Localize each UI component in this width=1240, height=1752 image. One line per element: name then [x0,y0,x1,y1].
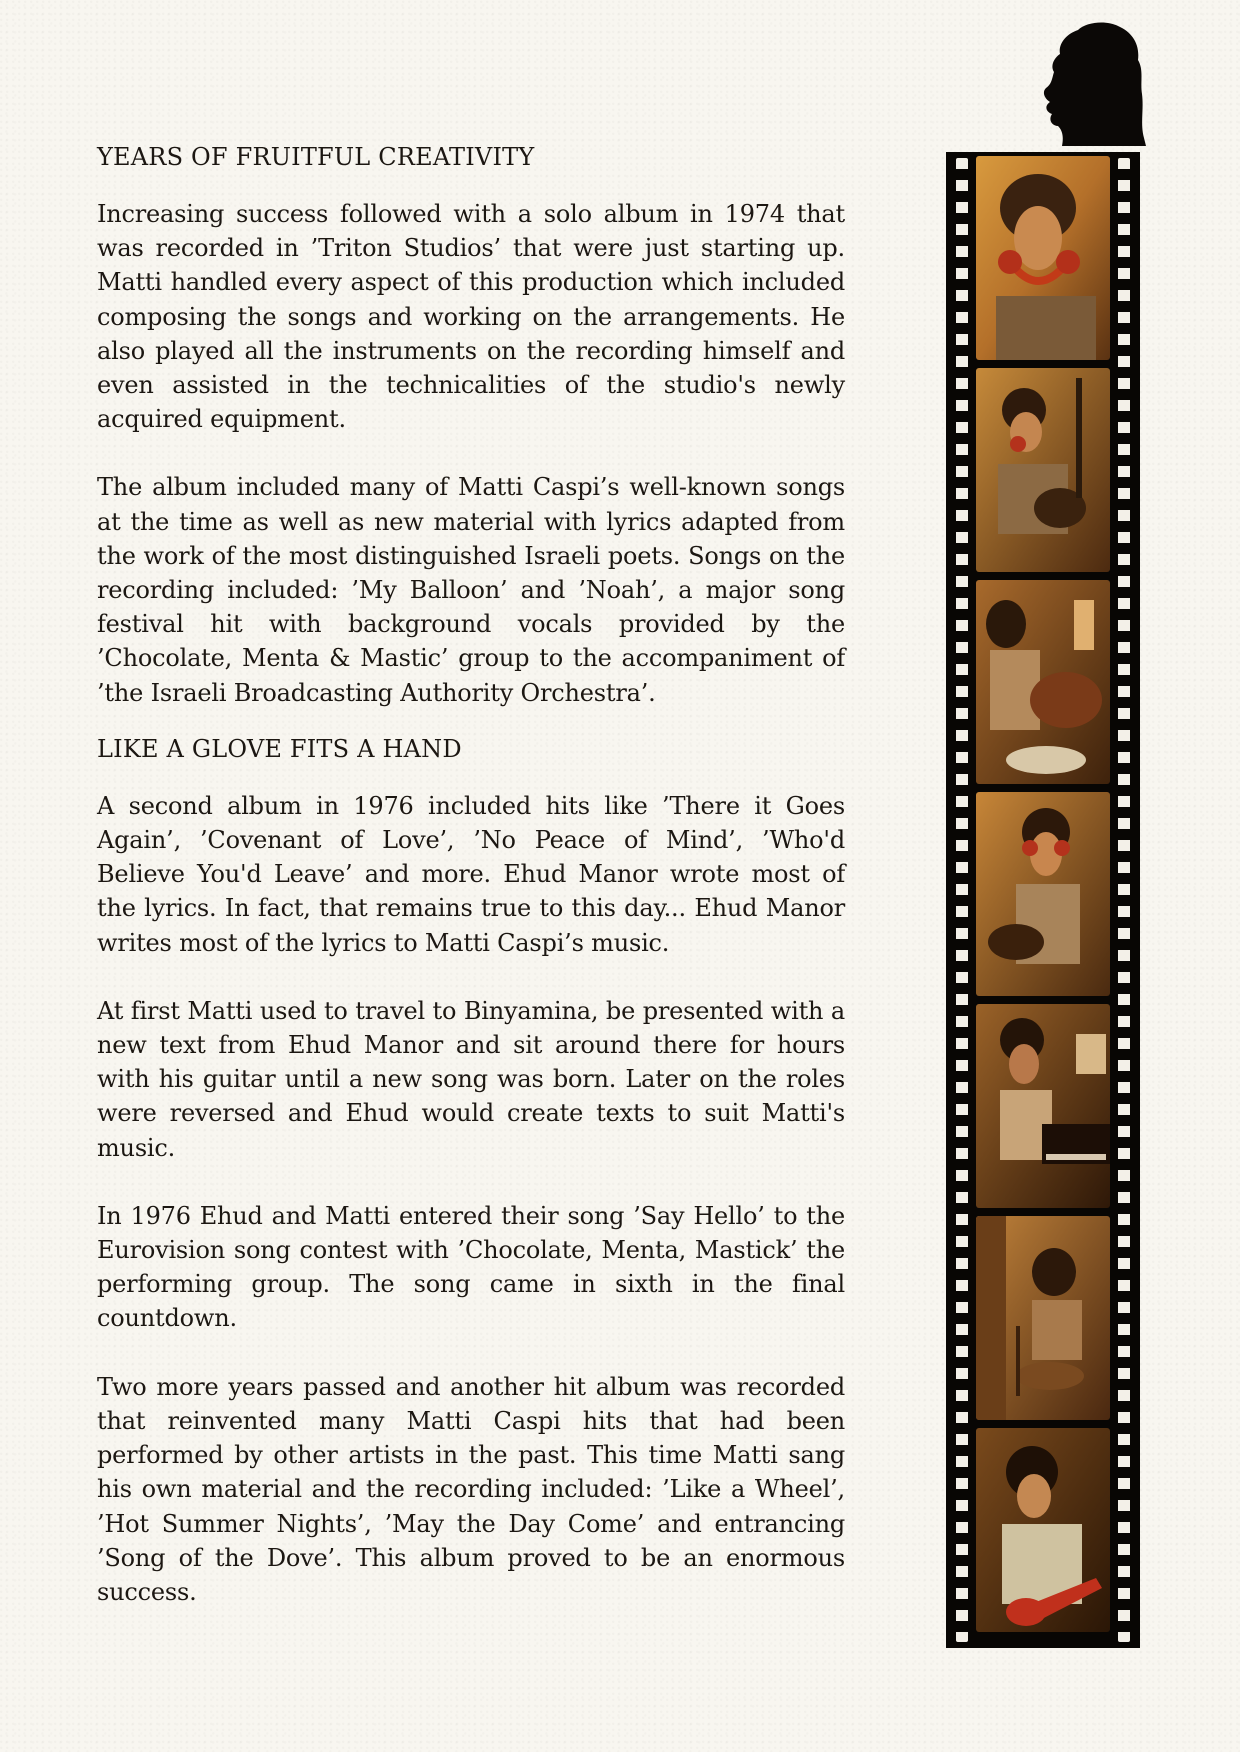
photo-frame-piano [976,1004,1110,1208]
section-heading-creativity: YEARS OF FRUITFUL CREATIVITY [97,143,535,171]
article-body [97,140,845,1643]
section-heading-glove: LIKE A GLOVE FITS A HAND [97,734,462,763]
film-frames [976,152,1110,1648]
paragraph-binyamina: At first Matti used to travel to Binyamina, be presented with a new text from Ehud Manor and sit around there for hours with his guitar until a new song was born. Later on the roles were reversed and Ehud would create texts to suit Matti's music. [97,996,845,1162]
photo-frame-drummer [976,1216,1110,1420]
photo-frame-headphones-guitar [976,792,1110,996]
film-strip [946,152,1140,1648]
photo-frame-guitar-studio [976,368,1110,572]
paragraph-second-album: A second album in 1976 included hits like ’There it Goes Again’, ’Covenant of Love’, ’No Peace of Mind’, ’Who'd Believe You'd Leave’ and more. Ehud Manor wrote most of the lyrics. In fact, that remains true to this day... Ehud Manor writes most of the lyrics to Matti Caspi’s music. [97,791,845,957]
film-sprockets-right [1118,158,1130,1642]
paragraph-solo-album: Increasing success followed with a solo album in 1974 that was recorded in ’Triton Studios’ that were just starting up. Matti handled every aspect of this production which included composing the songs and working on the arrangements. He also played all the instruments on the recording himself and even assisted in the technicalities of the studio's newly acquired equipment. [97,200,845,434]
head-silhouette-icon [1040,20,1148,146]
paragraph-eurovision: In 1976 Ehud and Matti entered their song ’Say Hello’ to the Eurovision song contest with ’Chocolate, Menta, Mastick’ the performing group. The song came in sixth in the final countdown. [97,1201,845,1333]
film-sprockets-left [956,158,968,1642]
paragraph-hit-album: Two more years passed and another hit album was recorded that reinvented many Matti Caspi hits that had been performed by other artists in the past. This time Matti sang his own material and the recording included: ’Like a Wheel’, ’Hot Summer Nights’, ’May the Day Come’ and entrancing ’Song of the Dove’. This album proved to be an enormous success. [97,1372,845,1606]
paragraph-album-songs: The album included many of Matti Caspi’s well-known songs at the time as well as new material with lyrics adapted from the work of the most distinguished Israeli poets. Songs on the recording included: ’My Balloon’ and ’Noah’, a major song festival hit with background vocals provided by the ’Chocolate, Menta & Mastic’ group to the accompaniment of ’the Israeli Broadcasting Authority Orchestra’. [97,473,845,707]
photo-frame-drums [976,580,1110,784]
photo-frame-red-guitar [976,1428,1110,1632]
photo-frame-headphones [976,156,1110,360]
